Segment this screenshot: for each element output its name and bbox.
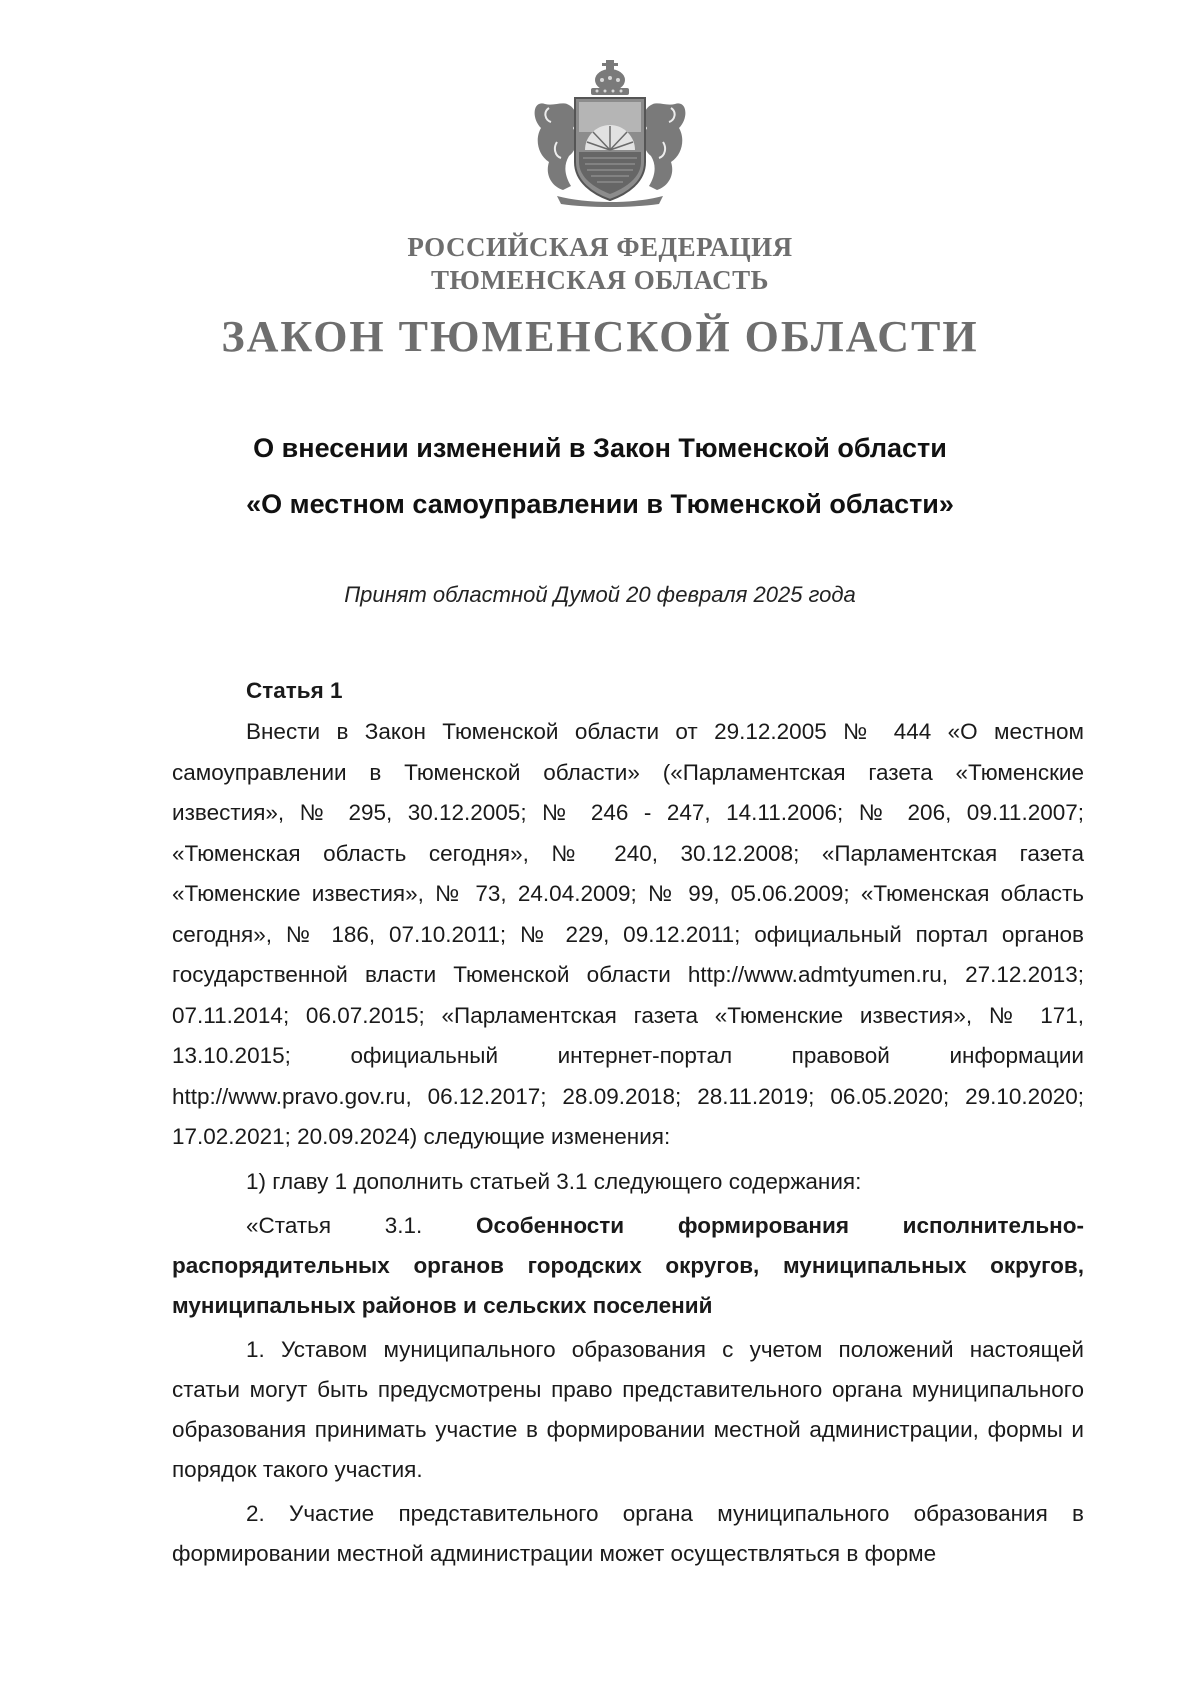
new-article-title: Особенности формирования исполнительно-распорядительных органов городских округов, муниципальных округов, муниципальных районов и сельских поселений [172, 1213, 1084, 1318]
article-heading: Статья 1 [246, 678, 343, 703]
point-1-paragraph: 1. Уставом муниципального образования с учетом положений настоящей статьи могут быть предусмотрены право представительного органа муниципального образования принимать участие в формировании местной администрации, формы и порядок такого участия. [172, 1337, 1084, 1482]
country-heading: РОССИЙСКАЯ ФЕДЕРАЦИЯ [407, 232, 793, 262]
region-heading: ТЮМЕНСКАЯ ОБЛАСТЬ [430, 265, 770, 295]
document-title-line-1: О внесении изменений в Закон Тюменской области [253, 433, 947, 463]
document-title-line-2: «О местном самоуправлении в Тюменской области» [246, 489, 954, 519]
new-article-heading [172, 1206, 1084, 1326]
adoption-note: Принят областной Думой 20 февраля 2025 года [344, 582, 856, 607]
point-2-paragraph: 2. Участие представительного органа муниципального образования в формировании местной администрации может осуществляться в форме [172, 1501, 1084, 1566]
change-item-1: 1) главу 1 дополнить статьей 3.1 следующего содержания: [246, 1168, 862, 1194]
new-article-prefix: «Статья 3.1. [246, 1213, 476, 1238]
intro-paragraph: Внести в Закон Тюменской области от 29.12.2005 № 444 «О местном самоуправлении в Тюменской области» («Парламентская газета «Тюменские известия», № 295, 30.12.2005; № 246 - 247, 14.11.2006; № 206, 09.11.2007; «Тюменская область сегодня», № 240, 30.12.2008; «Парламентская газета «Тюменские известия», № 73, 24.04.2009; № 99, 05.06.2009; «Тюменская область сегодня», № 186, 07.10.2011; № 229, 09.12.2011; официальный портал органов государственной власти Тюменской области http://www.admtyumen.ru, 27.12.2013; 07.11.2014; 06.07.2015; «Парламентская газета «Тюменские известия», № 171, 13.10.2015; официальный интернет-портал правовой информации http://www.pravo.gov.ru, 06.12.2017; 28.09.2018; 28.11.2019; 06.05.2020; 29.10.2020; 17.02.2021; 20.09.2024) следующие изменения: [172, 719, 1084, 1149]
coat-of-arms-emblem [527, 58, 693, 208]
law-type-heading: ЗАКОН ТЮМЕНСКОЙ ОБЛАСТИ [221, 312, 979, 361]
document-body [172, 670, 1084, 1574]
